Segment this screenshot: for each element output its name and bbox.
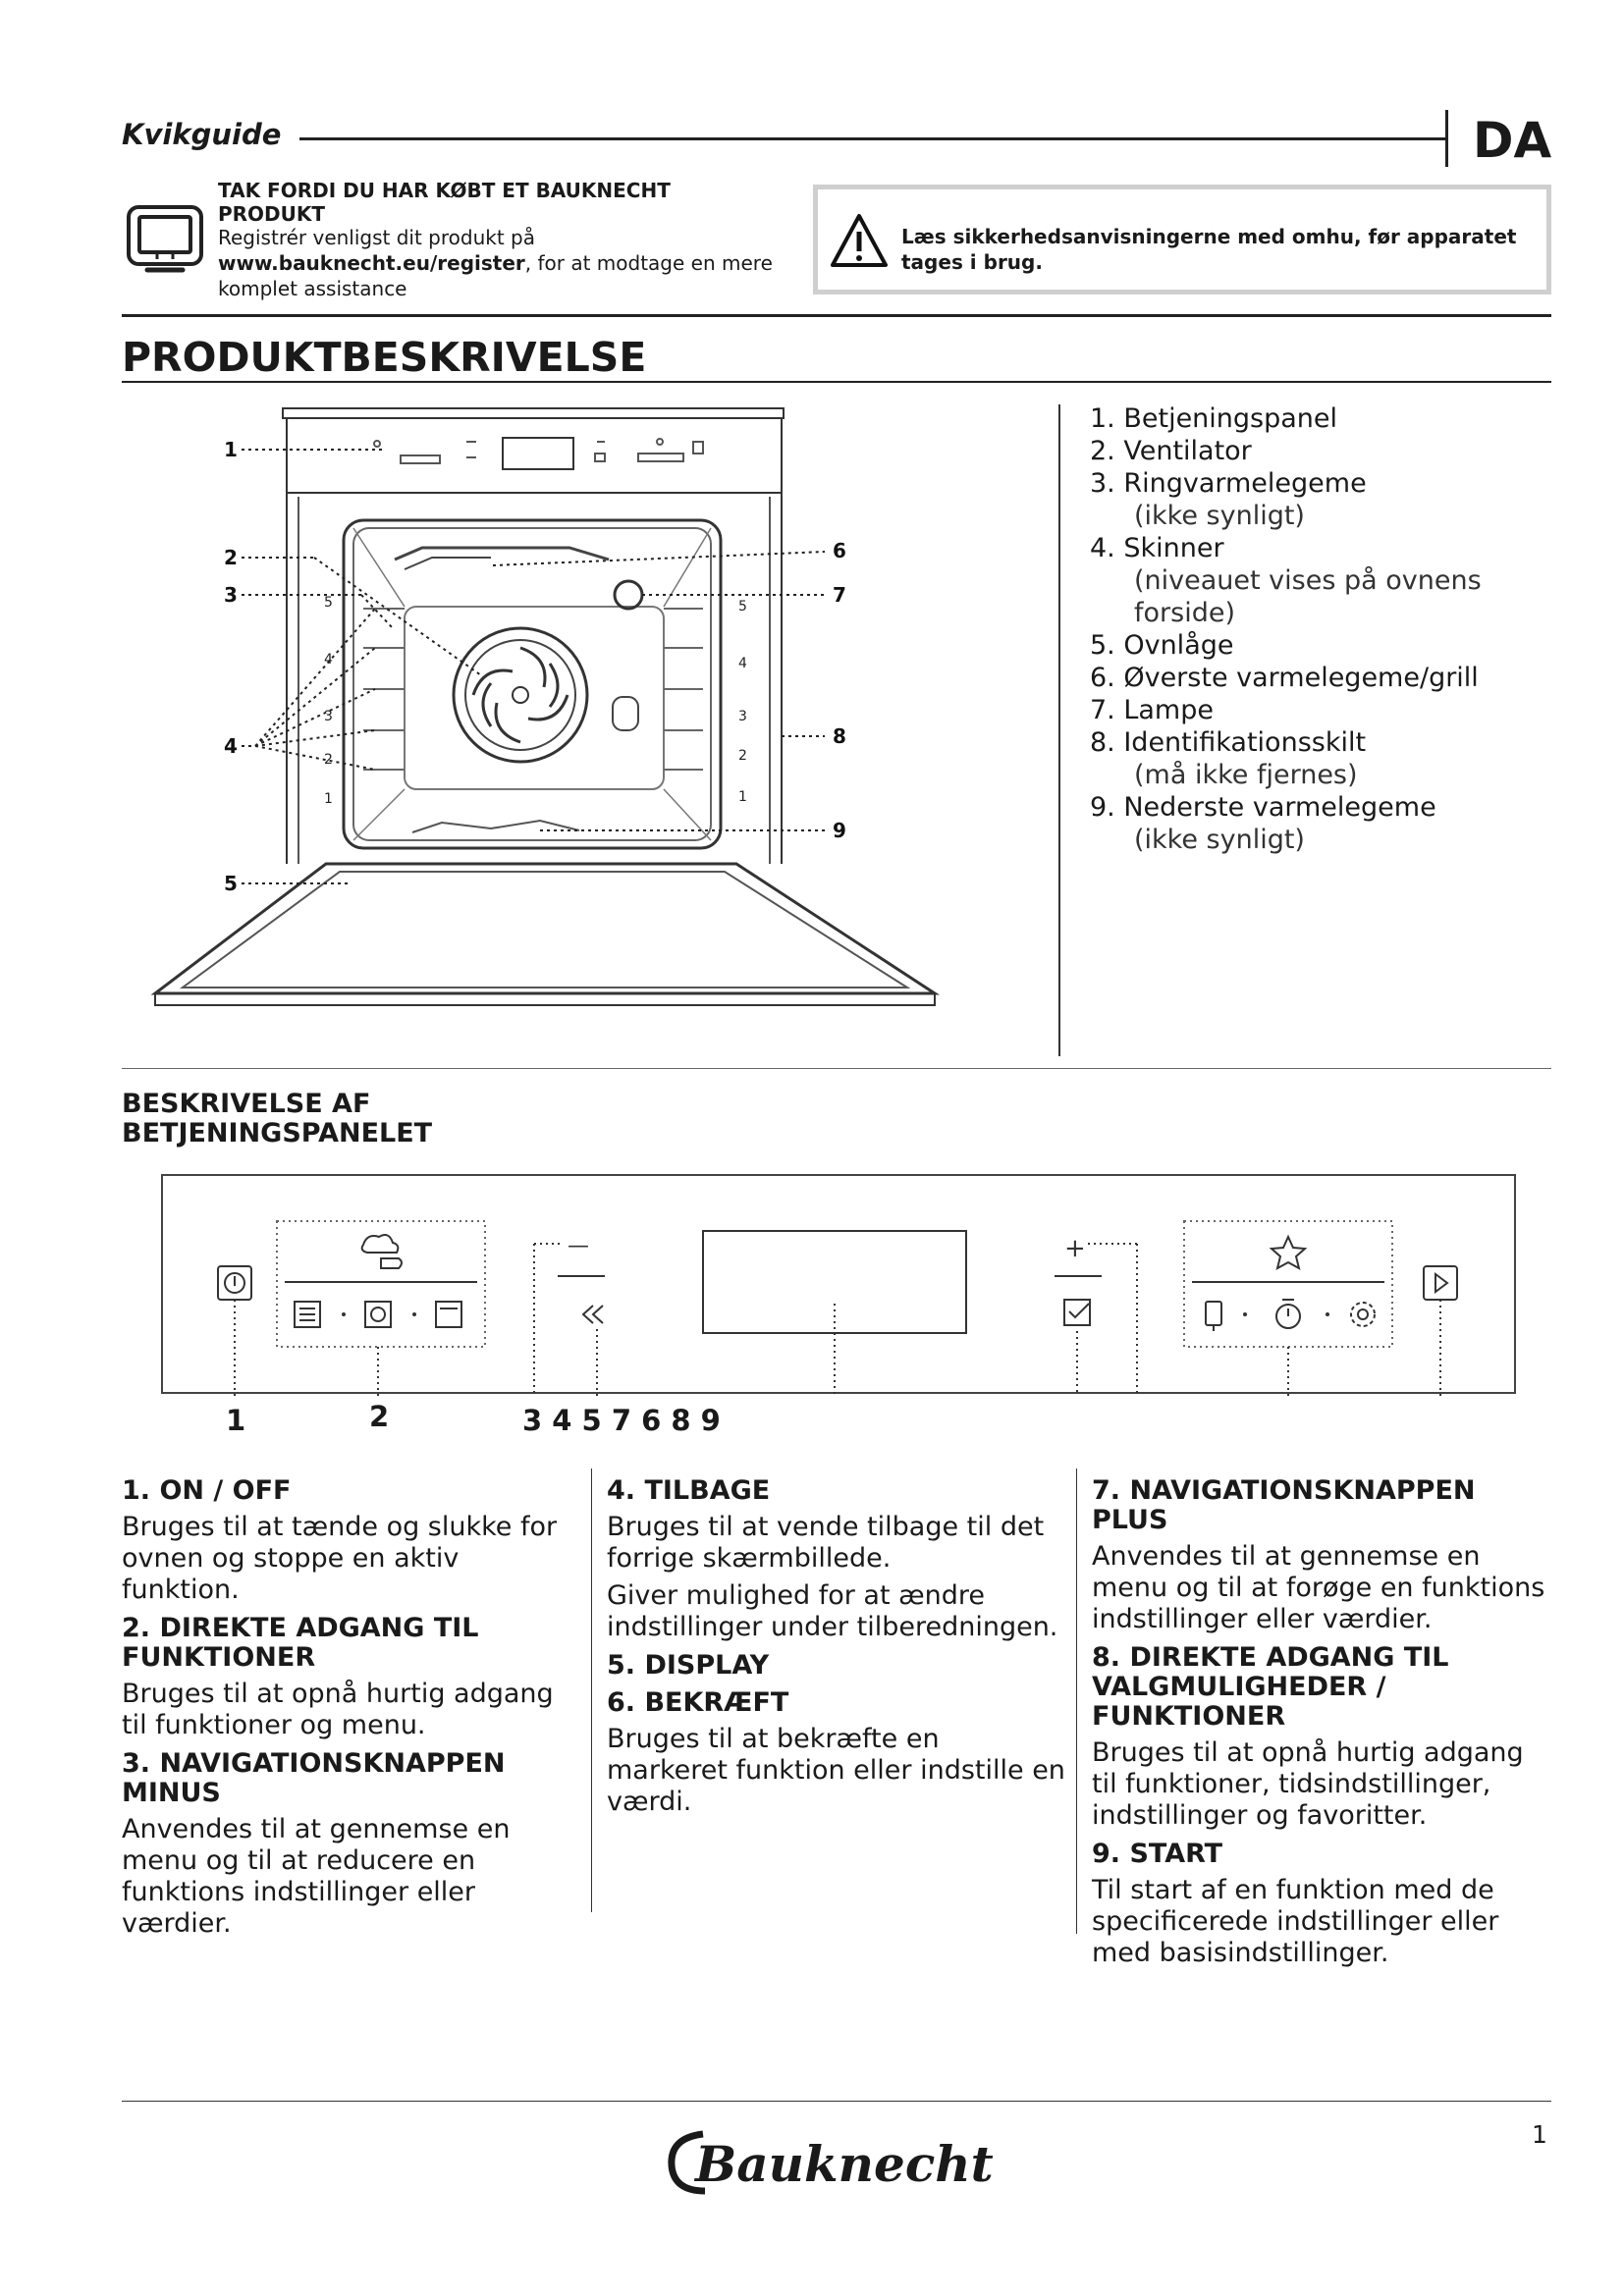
settings-icon — [1351, 1303, 1375, 1326]
callout-number: 9 — [833, 819, 846, 842]
desc-body: Giver mulighed for at ændre indstillinger under tilberedningen. — [607, 1580, 1058, 1642]
callout-number: 2 — [224, 546, 238, 569]
control-panel-diagram — [161, 1174, 1516, 1398]
description-column-1 — [122, 1468, 583, 1940]
part-item: 5. Ovnlåge — [1090, 630, 1234, 661]
cooking-icon — [362, 1235, 402, 1268]
shelf-level-right: 1 — [738, 789, 747, 805]
section-title-product: PRODUKTBESKRIVELSE — [122, 334, 647, 381]
power-icon — [218, 1266, 251, 1300]
column-divider — [591, 1468, 592, 1912]
callout-number: 6 — [833, 539, 846, 562]
shelf-level-right: 3 — [738, 709, 747, 724]
desc-body: Bruges til at opnå hurtig adgang til funktioner, tidsindstillinger, indstillinger og favoritter. — [1092, 1737, 1524, 1831]
desc-heading: 2. DIREKTE ADGANG TIL FUNKTIONER — [122, 1613, 479, 1673]
desc-heading: 4. TILBAGE — [607, 1475, 771, 1506]
header-divider — [1445, 110, 1448, 167]
callout-number: 5 — [224, 872, 238, 895]
part-note: (må ikke fjernes) — [1134, 760, 1358, 790]
footer-rule — [122, 2101, 1551, 2102]
registration-title: TAK FORDI DU HAR KØBT ET BAUKNECHT PRODUKT — [218, 179, 671, 226]
shelf-level-left: 4 — [324, 652, 333, 667]
desc-heading: 7. NAVIGATIONSKNAPPEN PLUS — [1092, 1475, 1476, 1535]
registration-text-end: komplet assistance — [218, 277, 407, 300]
desc-heading: 1. ON / OFF — [122, 1475, 292, 1506]
callout-number: 1 — [224, 438, 238, 461]
oven-diagram — [147, 402, 952, 1011]
list-icon — [295, 1302, 320, 1327]
shelf-level-right: 4 — [738, 656, 747, 671]
language-code: DA — [1473, 112, 1552, 169]
part-item: 2. Ventilator — [1090, 436, 1252, 466]
column-divider — [1076, 1468, 1077, 1934]
guide-label: Kvikguide — [122, 118, 282, 151]
registration-url[interactable]: www.bauknecht.eu/register — [218, 251, 525, 275]
bauknecht-logo — [664, 2126, 1017, 2197]
star-icon — [1272, 1237, 1305, 1268]
description-column-2 — [607, 1468, 1068, 1818]
section-title-control-panel: BESKRIVELSE AF BETJENINGSPANELET — [122, 1089, 433, 1148]
description-column-3 — [1092, 1468, 1553, 1969]
page-number: 1 — [1532, 2120, 1547, 2149]
play-icon — [1424, 1266, 1457, 1300]
header-rule — [299, 137, 1448, 140]
panel-number-group: 3 4 5 7 6 8 9 — [522, 1404, 721, 1437]
part-item: 8. Identifikationsskilt — [1090, 727, 1367, 758]
callout-number: 7 — [833, 583, 846, 607]
part-item: 3. Ringvarmelegeme — [1090, 468, 1367, 499]
fan-icon — [365, 1302, 391, 1327]
display — [703, 1231, 966, 1333]
back-icon — [583, 1306, 603, 1323]
part-item: 6. Øverste varmelegeme/grill — [1090, 663, 1479, 693]
part-item: 1. Betjeningspanel — [1090, 403, 1338, 434]
desc-body: Bruges til at vende tilbage til det forrige skærmbillede. — [607, 1512, 1045, 1574]
part-item: 7. Lampe — [1090, 695, 1214, 725]
probe-icon — [1206, 1302, 1221, 1331]
parts-divider — [1058, 404, 1060, 1056]
part-note: (niveauet vises på ovnens — [1134, 565, 1482, 596]
desc-heading: 5. DISPLAY — [607, 1650, 770, 1681]
desc-heading: 8. DIREKTE ADGANG TIL VALGMULIGHEDER / FUNKTIONER — [1092, 1642, 1449, 1732]
callout-number: 3 — [224, 583, 238, 607]
desc-heading: 6. BEKRÆFT — [607, 1687, 789, 1718]
panel-number: 1 — [226, 1404, 246, 1437]
section-title-rule — [122, 381, 1551, 383]
shelf-level-left: 1 — [324, 791, 333, 807]
part-note: forside) — [1134, 598, 1235, 628]
part-item: 4. Skinner — [1090, 533, 1224, 563]
registration-text-rest: , for at modtage en mere — [524, 251, 773, 275]
desc-heading: 3. NAVIGATIONSKNAPPEN MINUS — [122, 1748, 506, 1808]
brand-name: Bauknecht — [695, 2135, 994, 2193]
section-rule — [122, 314, 1551, 317]
warning-triangle-icon — [829, 212, 890, 269]
oven-icon — [436, 1302, 461, 1327]
shelf-level-left: 2 — [324, 752, 333, 768]
panel-number: 2 — [369, 1400, 390, 1433]
section-rule — [122, 1068, 1551, 1069]
monitor-icon — [126, 204, 204, 275]
desc-heading: 9. START — [1092, 1839, 1223, 1869]
desc-body: Anvendes til at gennemse en menu og til at reducere en funktions indstillinger eller værdier. — [122, 1814, 511, 1939]
safety-warning-text: Læs sikkerhedsanvisningerne med omhu, før apparatet tages i brug. — [901, 225, 1517, 274]
callout-number: 4 — [224, 734, 238, 758]
plus-symbol: + — [1064, 1234, 1086, 1263]
timer-icon — [1276, 1300, 1300, 1328]
shelf-level-left: 5 — [324, 595, 333, 611]
desc-body: Bruges til at opnå hurtig adgang til funktioner og menu. — [122, 1679, 554, 1740]
shelf-level-right: 5 — [738, 599, 747, 614]
registration-text: Registrér venligst dit produkt på — [218, 226, 535, 249]
part-note: (ikke synligt) — [1134, 501, 1305, 531]
desc-body: Bruges til at bekræfte en markeret funktion eller indstille en værdi. — [607, 1724, 1065, 1817]
part-note: (ikke synligt) — [1134, 825, 1305, 855]
desc-body: Til start af en funktion med de specificerede indstillinger eller med basisindstillinger. — [1092, 1875, 1499, 1968]
desc-body: Bruges til at tænde og slukke for ovnen og stoppe en aktiv funktion. — [122, 1512, 558, 1605]
registration-url-line — [218, 251, 773, 276]
confirm-icon — [1064, 1300, 1090, 1325]
shelf-level-right: 2 — [738, 748, 747, 764]
callout-number: 8 — [833, 724, 846, 748]
parts-list — [1090, 402, 1482, 856]
minus-symbol: — — [568, 1234, 589, 1258]
part-item: 9. Nederste varmelegeme — [1090, 792, 1436, 823]
shelf-level-left: 3 — [324, 709, 333, 724]
desc-body: Anvendes til at gennemse en menu og til at forøge en funktions indstillinger eller værdier. — [1092, 1541, 1545, 1634]
